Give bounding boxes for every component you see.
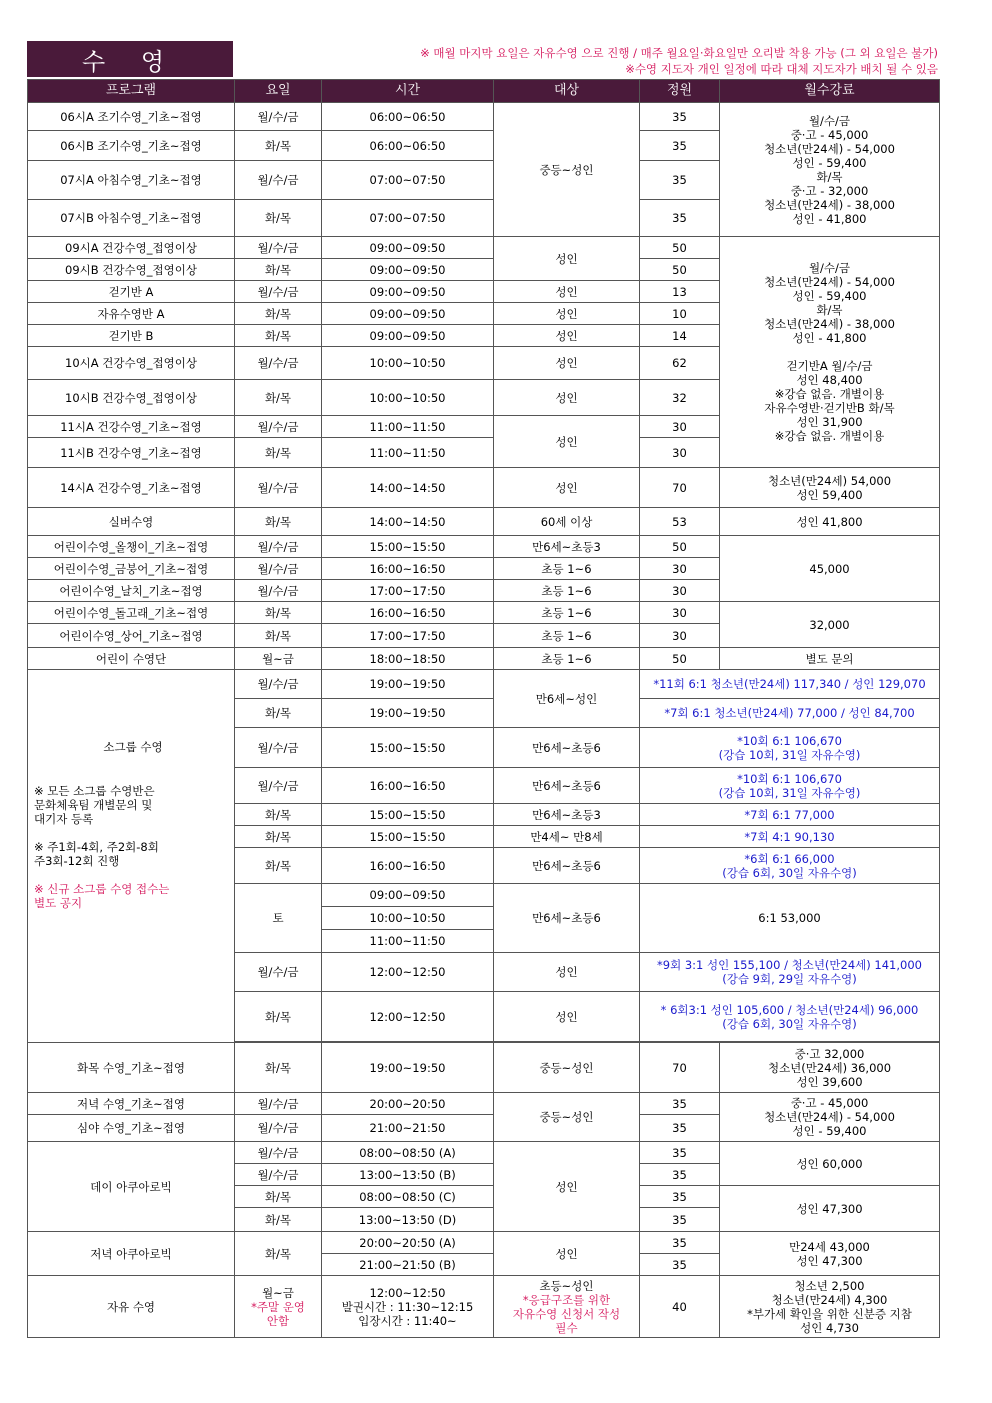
day-cell: 월/수/금 bbox=[235, 580, 322, 602]
day-cell: 화/목 bbox=[235, 848, 322, 884]
day-cell: 화/목 bbox=[235, 325, 322, 347]
day-cell: 월/수/금 bbox=[235, 768, 322, 804]
program-cell: 14시A 건강수영_기초~접영 bbox=[28, 468, 235, 508]
target-cell: 만6세~성인 bbox=[494, 670, 640, 728]
capacity-cell: 35 bbox=[640, 1208, 720, 1232]
fee-cell: *7회 6:1 청소년(만24세) 77,000 / 성인 84,700 bbox=[640, 699, 940, 728]
time-cell: 12:00~12:50 bbox=[322, 992, 494, 1042]
time-cell: 09:00~09:50 bbox=[322, 884, 494, 907]
day-cell: 월/수/금 bbox=[235, 953, 322, 992]
day-cell: 월/수/금 bbox=[235, 103, 322, 131]
capacity-cell: 35 bbox=[640, 103, 720, 131]
day-cell: 화/목 bbox=[235, 259, 322, 281]
day-cell: 화/목 bbox=[235, 624, 322, 648]
day-cell: 월/수/금 bbox=[235, 558, 322, 580]
capacity-cell: 62 bbox=[640, 347, 720, 380]
fee-cell: 32,000 bbox=[720, 602, 940, 648]
target-cell: 만6세~초등6 bbox=[494, 884, 640, 953]
time-cell: 12:00~12:50 bbox=[322, 953, 494, 992]
time-cell: 06:00~06:50 bbox=[322, 103, 494, 131]
capacity-cell: 30 bbox=[640, 624, 720, 648]
program-cell: 06시A 조기수영_기초~접영 bbox=[28, 103, 235, 131]
schedule-table bbox=[27, 79, 940, 1338]
time-cell: 10:00~10:50 bbox=[322, 347, 494, 380]
fee-cell: *7회 6:1 77,000 bbox=[640, 804, 940, 826]
target-cell: 성인 bbox=[494, 416, 640, 468]
day-cell: 화/목 bbox=[235, 508, 322, 536]
fee-cell: 청소년 2,500 청소년(만24세) 4,300 *부가세 확인을 위한 신분증 지참 성인 4,730 bbox=[720, 1276, 940, 1338]
day-cell: 월/수/금 bbox=[235, 347, 322, 380]
day-cell: 화/목 bbox=[235, 992, 322, 1042]
day-cell bbox=[235, 1276, 322, 1338]
time-cell: 19:00~19:50 bbox=[322, 699, 494, 728]
time-cell: 20:00~20:50 (A) bbox=[322, 1232, 494, 1254]
table-row bbox=[28, 1142, 940, 1164]
target-cell: 성인 bbox=[494, 1142, 640, 1232]
header-capacity: 정원 bbox=[640, 80, 720, 103]
program-cell: 저녁 수영_기초~접영 bbox=[28, 1093, 235, 1115]
header-fee: 월수강료 bbox=[720, 80, 940, 103]
time-cell: 15:00~15:50 bbox=[322, 826, 494, 848]
table-row bbox=[28, 103, 940, 131]
target-cell: 만6세~초등3 bbox=[494, 804, 640, 826]
day-cell: 화/목 bbox=[235, 602, 322, 624]
table-row bbox=[28, 670, 940, 699]
table-row bbox=[28, 508, 940, 536]
time-cell: 16:00~16:50 bbox=[322, 558, 494, 580]
day-cell: 토 bbox=[235, 884, 322, 953]
small-group-program-cell bbox=[28, 670, 235, 1043]
table-row bbox=[28, 468, 940, 508]
day-cell: 월/수/금 bbox=[235, 536, 322, 558]
day-cell: 화/목 bbox=[235, 303, 322, 325]
target-cell: 중등~성인 bbox=[494, 103, 640, 237]
program-cell: 11시A 건강수영_기초~접영 bbox=[28, 416, 235, 438]
time-cell: 06:00~06:50 bbox=[322, 131, 494, 161]
time-cell: 10:00~10:50 bbox=[322, 380, 494, 416]
day-cell: 월~금 bbox=[235, 648, 322, 670]
target-cell: 60세 이상 bbox=[494, 508, 640, 536]
notice-line-2: ※수영 지도자 개인 일정에 따라 대체 지도자가 배치 될 수 있음 bbox=[625, 62, 938, 76]
time-cell: 11:00~11:50 bbox=[322, 438, 494, 468]
fee-cell: *11회 6:1 청소년(만24세) 117,340 / 성인 129,070 bbox=[640, 670, 940, 699]
program-cell: 11시B 건강수영_기초~접영 bbox=[28, 438, 235, 468]
time-cell: 13:00~13:50 (D) bbox=[322, 1208, 494, 1232]
target-cell: 성인 bbox=[494, 468, 640, 508]
program-cell: 07시B 아침수영_기초~접영 bbox=[28, 200, 235, 237]
day-note: *주말 운영 안함 bbox=[251, 1299, 305, 1328]
table-row bbox=[28, 237, 940, 259]
target-cell: 중등~성인 bbox=[494, 1093, 640, 1142]
capacity-cell: 35 bbox=[640, 1232, 720, 1254]
program-cell: 어린이수영_돌고래_기초~접영 bbox=[28, 602, 235, 624]
fee-cell: 중·고 32,000 청소년(만24세) 36,000 성인 39,600 bbox=[720, 1043, 940, 1093]
program-cell: 심야 수영_기초~접영 bbox=[28, 1115, 235, 1142]
fee-cell: 별도 문의 bbox=[720, 648, 940, 670]
capacity-cell: 50 bbox=[640, 648, 720, 670]
time-cell: 15:00~15:50 bbox=[322, 536, 494, 558]
program-cell: 어린이수영_금붕어_기초~접영 bbox=[28, 558, 235, 580]
time-cell: 09:00~09:50 bbox=[322, 303, 494, 325]
program-cell: 걷기반 B bbox=[28, 325, 235, 347]
fee-cell: 청소년(만24세) 54,000 성인 59,400 bbox=[720, 468, 940, 508]
program-cell: 어린이수영_상어_기초~접영 bbox=[28, 624, 235, 648]
fee-cell: 만24세 43,000 성인 47,300 bbox=[720, 1232, 940, 1276]
program-cell: 걷기반 A bbox=[28, 281, 235, 303]
target-cell: 성인 bbox=[494, 953, 640, 992]
time-cell: 09:00~09:50 bbox=[322, 237, 494, 259]
time-cell: 16:00~16:50 bbox=[322, 768, 494, 804]
time-cell: 16:00~16:50 bbox=[322, 848, 494, 884]
target-cell: 중등~성인 bbox=[494, 1043, 640, 1093]
target-cell: 성인 bbox=[494, 380, 640, 416]
day-cell: 월/수/금 bbox=[235, 670, 322, 699]
header-day: 요일 bbox=[235, 80, 322, 103]
day-cell: 월/수/금 bbox=[235, 1093, 322, 1115]
day-value: 월~금 bbox=[262, 1285, 294, 1300]
time-cell: 17:00~17:50 bbox=[322, 624, 494, 648]
header-row bbox=[28, 80, 940, 103]
day-cell: 화/목 bbox=[235, 1208, 322, 1232]
header-target: 대상 bbox=[494, 80, 640, 103]
time-cell: 21:00~21:50 bbox=[322, 1115, 494, 1142]
capacity-cell: 35 bbox=[640, 1164, 720, 1186]
program-cell: 저녁 아쿠아로빅 bbox=[28, 1232, 235, 1276]
time-cell: 09:00~09:50 bbox=[322, 325, 494, 347]
capacity-cell: 30 bbox=[640, 416, 720, 438]
day-cell: 월/수/금 bbox=[235, 161, 322, 200]
table-row bbox=[28, 1276, 940, 1338]
time-cell: 08:00~08:50 (A) bbox=[322, 1142, 494, 1164]
day-cell: 월/수/금 bbox=[235, 1115, 322, 1142]
program-cell: 06시B 조기수영_기초~접영 bbox=[28, 131, 235, 161]
small-group-note: ※ 신규 소그룹 수영 접수는 별도 공지 bbox=[34, 882, 170, 910]
capacity-cell: 50 bbox=[640, 536, 720, 558]
time-cell: 15:00~15:50 bbox=[322, 728, 494, 768]
capacity-cell: 35 bbox=[640, 161, 720, 200]
time-cell: 12:00~12:50 발권시간 : 11:30~12:15 입장시간 : 11:40~ bbox=[322, 1276, 494, 1338]
time-cell: 09:00~09:50 bbox=[322, 281, 494, 303]
fee-cell: *6회 6:1 66,000 (강습 6회, 30일 자유수영) bbox=[640, 848, 940, 884]
capacity-cell: 13 bbox=[640, 281, 720, 303]
capacity-cell: 30 bbox=[640, 602, 720, 624]
capacity-cell: 40 bbox=[640, 1276, 720, 1338]
target-cell: 성인 bbox=[494, 237, 640, 281]
target-cell: 성인 bbox=[494, 1232, 640, 1276]
table-row bbox=[28, 1093, 940, 1115]
capacity-cell: 35 bbox=[640, 1142, 720, 1164]
day-cell: 화/목 bbox=[235, 438, 322, 468]
fee-cell: 월/수/금 청소년(만24세) - 54,000 성인 - 59,400 화/목 청소년(만24세) - 38,000 성인 - 41,800 걷기반A 월/수/금 성인 48,400 ※강습 없음. 개별이용 자유수영반·걷기반B 화/목 성인 31,900 ※강습 없음. 개별이용 bbox=[720, 237, 940, 468]
capacity-cell: 53 bbox=[640, 508, 720, 536]
fee-cell: * 6회3:1 성인 105,600 / 청소년(만24세) 96,000 (강습 6회, 30일 자유수영) bbox=[640, 992, 940, 1042]
fee-cell: *10회 6:1 106,670 (강습 10회, 31일 자유수영) bbox=[640, 728, 940, 768]
program-cell: 어린이 수영단 bbox=[28, 648, 235, 670]
time-cell: 16:00~16:50 bbox=[322, 602, 494, 624]
time-cell: 19:00~19:50 bbox=[322, 1043, 494, 1093]
fee-cell: *7회 4:1 90,130 bbox=[640, 826, 940, 848]
time-cell: 07:00~07:50 bbox=[322, 161, 494, 200]
time-cell: 10:00~10:50 bbox=[322, 907, 494, 930]
fee-cell: 성인 47,300 bbox=[720, 1186, 940, 1232]
day-cell: 월/수/금 bbox=[235, 416, 322, 438]
small-group-note: ※ 모든 소그룹 수영반은 문화체육팀 개별문의 및 대기자 등록 bbox=[34, 784, 155, 826]
time-cell: 11:00~11:50 bbox=[322, 930, 494, 953]
target-cell: 만6세~초등3 bbox=[494, 536, 640, 558]
day-cell: 월/수/금 bbox=[235, 237, 322, 259]
day-cell: 화/목 bbox=[235, 200, 322, 237]
day-cell: 화/목 bbox=[235, 380, 322, 416]
capacity-cell: 35 bbox=[640, 1115, 720, 1142]
capacity-cell: 70 bbox=[640, 468, 720, 508]
capacity-cell: 30 bbox=[640, 580, 720, 602]
day-cell: 화/목 bbox=[235, 1186, 322, 1208]
program-cell: 화목 수영_기초~접영 bbox=[28, 1043, 235, 1093]
fee-cell: 월/수/금 중·고 - 45,000 청소년(만24세) - 54,000 성인 - 59,400 화/목 중·고 - 32,000 청소년(만24세) - 38,000 성인 - 41,800 bbox=[720, 103, 940, 237]
day-cell: 화/목 bbox=[235, 826, 322, 848]
capacity-cell: 35 bbox=[640, 200, 720, 237]
fee-cell: 6:1 53,000 bbox=[640, 884, 940, 953]
target-cell: 성인 bbox=[494, 992, 640, 1042]
time-cell: 15:00~15:50 bbox=[322, 804, 494, 826]
program-cell: 실버수영 bbox=[28, 508, 235, 536]
capacity-cell: 35 bbox=[640, 131, 720, 161]
day-cell: 월/수/금 bbox=[235, 728, 322, 768]
day-cell: 월/수/금 bbox=[235, 1164, 322, 1186]
header-time: 시간 bbox=[322, 80, 494, 103]
fee-cell: 중·고 - 45,000 청소년(만24세) - 54,000 성인 - 59,400 bbox=[720, 1093, 940, 1142]
target-cell: 초등 1~6 bbox=[494, 624, 640, 648]
capacity-cell: 50 bbox=[640, 259, 720, 281]
time-cell: 18:00~18:50 bbox=[322, 648, 494, 670]
header-program: 프로그램 bbox=[28, 80, 235, 103]
day-cell: 화/목 bbox=[235, 699, 322, 728]
target-cell: 성인 bbox=[494, 281, 640, 303]
fee-cell: 성인 60,000 bbox=[720, 1142, 940, 1186]
program-cell: 자유 수영 bbox=[28, 1276, 235, 1338]
program-cell: 어린이수영_올챙이_기초~접영 bbox=[28, 536, 235, 558]
time-cell: 13:00~13:50 (B) bbox=[322, 1164, 494, 1186]
time-cell: 14:00~14:50 bbox=[322, 468, 494, 508]
capacity-cell: 35 bbox=[640, 1254, 720, 1276]
capacity-cell: 50 bbox=[640, 237, 720, 259]
program-cell: 자유수영반 A bbox=[28, 303, 235, 325]
target-cell: 초등 1~6 bbox=[494, 558, 640, 580]
time-cell: 11:00~11:50 bbox=[322, 416, 494, 438]
notice-line-1: ※ 매월 마지막 요일은 자유수영 으로 진행 / 매주 월요일·화요일만 오리발 착용 가능 (그 외 요일은 불가) bbox=[420, 46, 938, 60]
target-cell: 초등 1~6 bbox=[494, 602, 640, 624]
day-cell: 화/목 bbox=[235, 804, 322, 826]
time-cell: 17:00~17:50 bbox=[322, 580, 494, 602]
table-row bbox=[28, 536, 940, 558]
fee-cell: 성인 41,800 bbox=[720, 508, 940, 536]
capacity-cell: 35 bbox=[640, 1093, 720, 1115]
program-cell: 09시B 건강수영_접영이상 bbox=[28, 259, 235, 281]
target-cell: 초등 1~6 bbox=[494, 648, 640, 670]
day-cell: 화/목 bbox=[235, 1043, 322, 1093]
target-cell: 초등 1~6 bbox=[494, 580, 640, 602]
day-cell: 월/수/금 bbox=[235, 468, 322, 508]
capacity-cell: 14 bbox=[640, 325, 720, 347]
fee-cell: *9회 3:1 성인 155,100 / 청소년(만24세) 141,000 (강습 9회, 29일 자유수영) bbox=[640, 953, 940, 992]
table-row bbox=[28, 1232, 940, 1254]
target-cell bbox=[494, 1276, 640, 1338]
target-cell: 성인 bbox=[494, 347, 640, 380]
page-title: 수 영 bbox=[27, 41, 233, 77]
time-cell: 07:00~07:50 bbox=[322, 200, 494, 237]
capacity-cell: 35 bbox=[640, 1186, 720, 1208]
target-note: *응급구조를 위한 자유수영 신청서 작성 필수 bbox=[512, 1292, 621, 1335]
capacity-cell: 32 bbox=[640, 380, 720, 416]
program-cell: 데이 아쿠아로빅 bbox=[28, 1142, 235, 1232]
program-cell: 어린이수영_날치_기초~접영 bbox=[28, 580, 235, 602]
day-cell: 화/목 bbox=[235, 1232, 322, 1276]
target-value: 초등~성인 bbox=[539, 1278, 594, 1293]
capacity-cell: 30 bbox=[640, 558, 720, 580]
time-cell: 14:00~14:50 bbox=[322, 508, 494, 536]
time-cell: 20:00~20:50 bbox=[322, 1093, 494, 1115]
table-row bbox=[28, 1043, 940, 1093]
time-cell: 08:00~08:50 (C) bbox=[322, 1186, 494, 1208]
time-cell: 09:00~09:50 bbox=[322, 259, 494, 281]
target-cell: 만6세~초등6 bbox=[494, 728, 640, 768]
small-group-note: ※ 주1회-4회, 주2회-8회 주3회-12회 진행 bbox=[34, 840, 159, 868]
fee-cell: 45,000 bbox=[720, 536, 940, 602]
program-cell: 10시A 건강수영_접영이상 bbox=[28, 347, 235, 380]
target-cell: 만4세~ 만8세 bbox=[494, 826, 640, 848]
fee-cell: *10회 6:1 106,670 (강습 10회, 31일 자유수영) bbox=[640, 768, 940, 804]
target-cell: 성인 bbox=[494, 325, 640, 347]
table-row bbox=[28, 648, 940, 670]
capacity-cell: 70 bbox=[640, 1043, 720, 1093]
day-cell: 월/수/금 bbox=[235, 1142, 322, 1164]
day-cell: 화/목 bbox=[235, 131, 322, 161]
target-cell: 만6세~초등6 bbox=[494, 768, 640, 804]
program-cell: 07시A 아침수영_기초~접영 bbox=[28, 161, 235, 200]
program-cell: 09시A 건강수영_접영이상 bbox=[28, 237, 235, 259]
small-group-title: 소그룹 수영 bbox=[103, 740, 163, 754]
time-cell: 19:00~19:50 bbox=[322, 670, 494, 699]
time-cell: 21:00~21:50 (B) bbox=[322, 1254, 494, 1276]
target-cell: 만6세~초등6 bbox=[494, 848, 640, 884]
target-cell: 성인 bbox=[494, 303, 640, 325]
table-row bbox=[28, 602, 940, 624]
day-cell: 월/수/금 bbox=[235, 281, 322, 303]
capacity-cell: 10 bbox=[640, 303, 720, 325]
capacity-cell: 30 bbox=[640, 438, 720, 468]
program-cell: 10시B 건강수영_접영이상 bbox=[28, 380, 235, 416]
